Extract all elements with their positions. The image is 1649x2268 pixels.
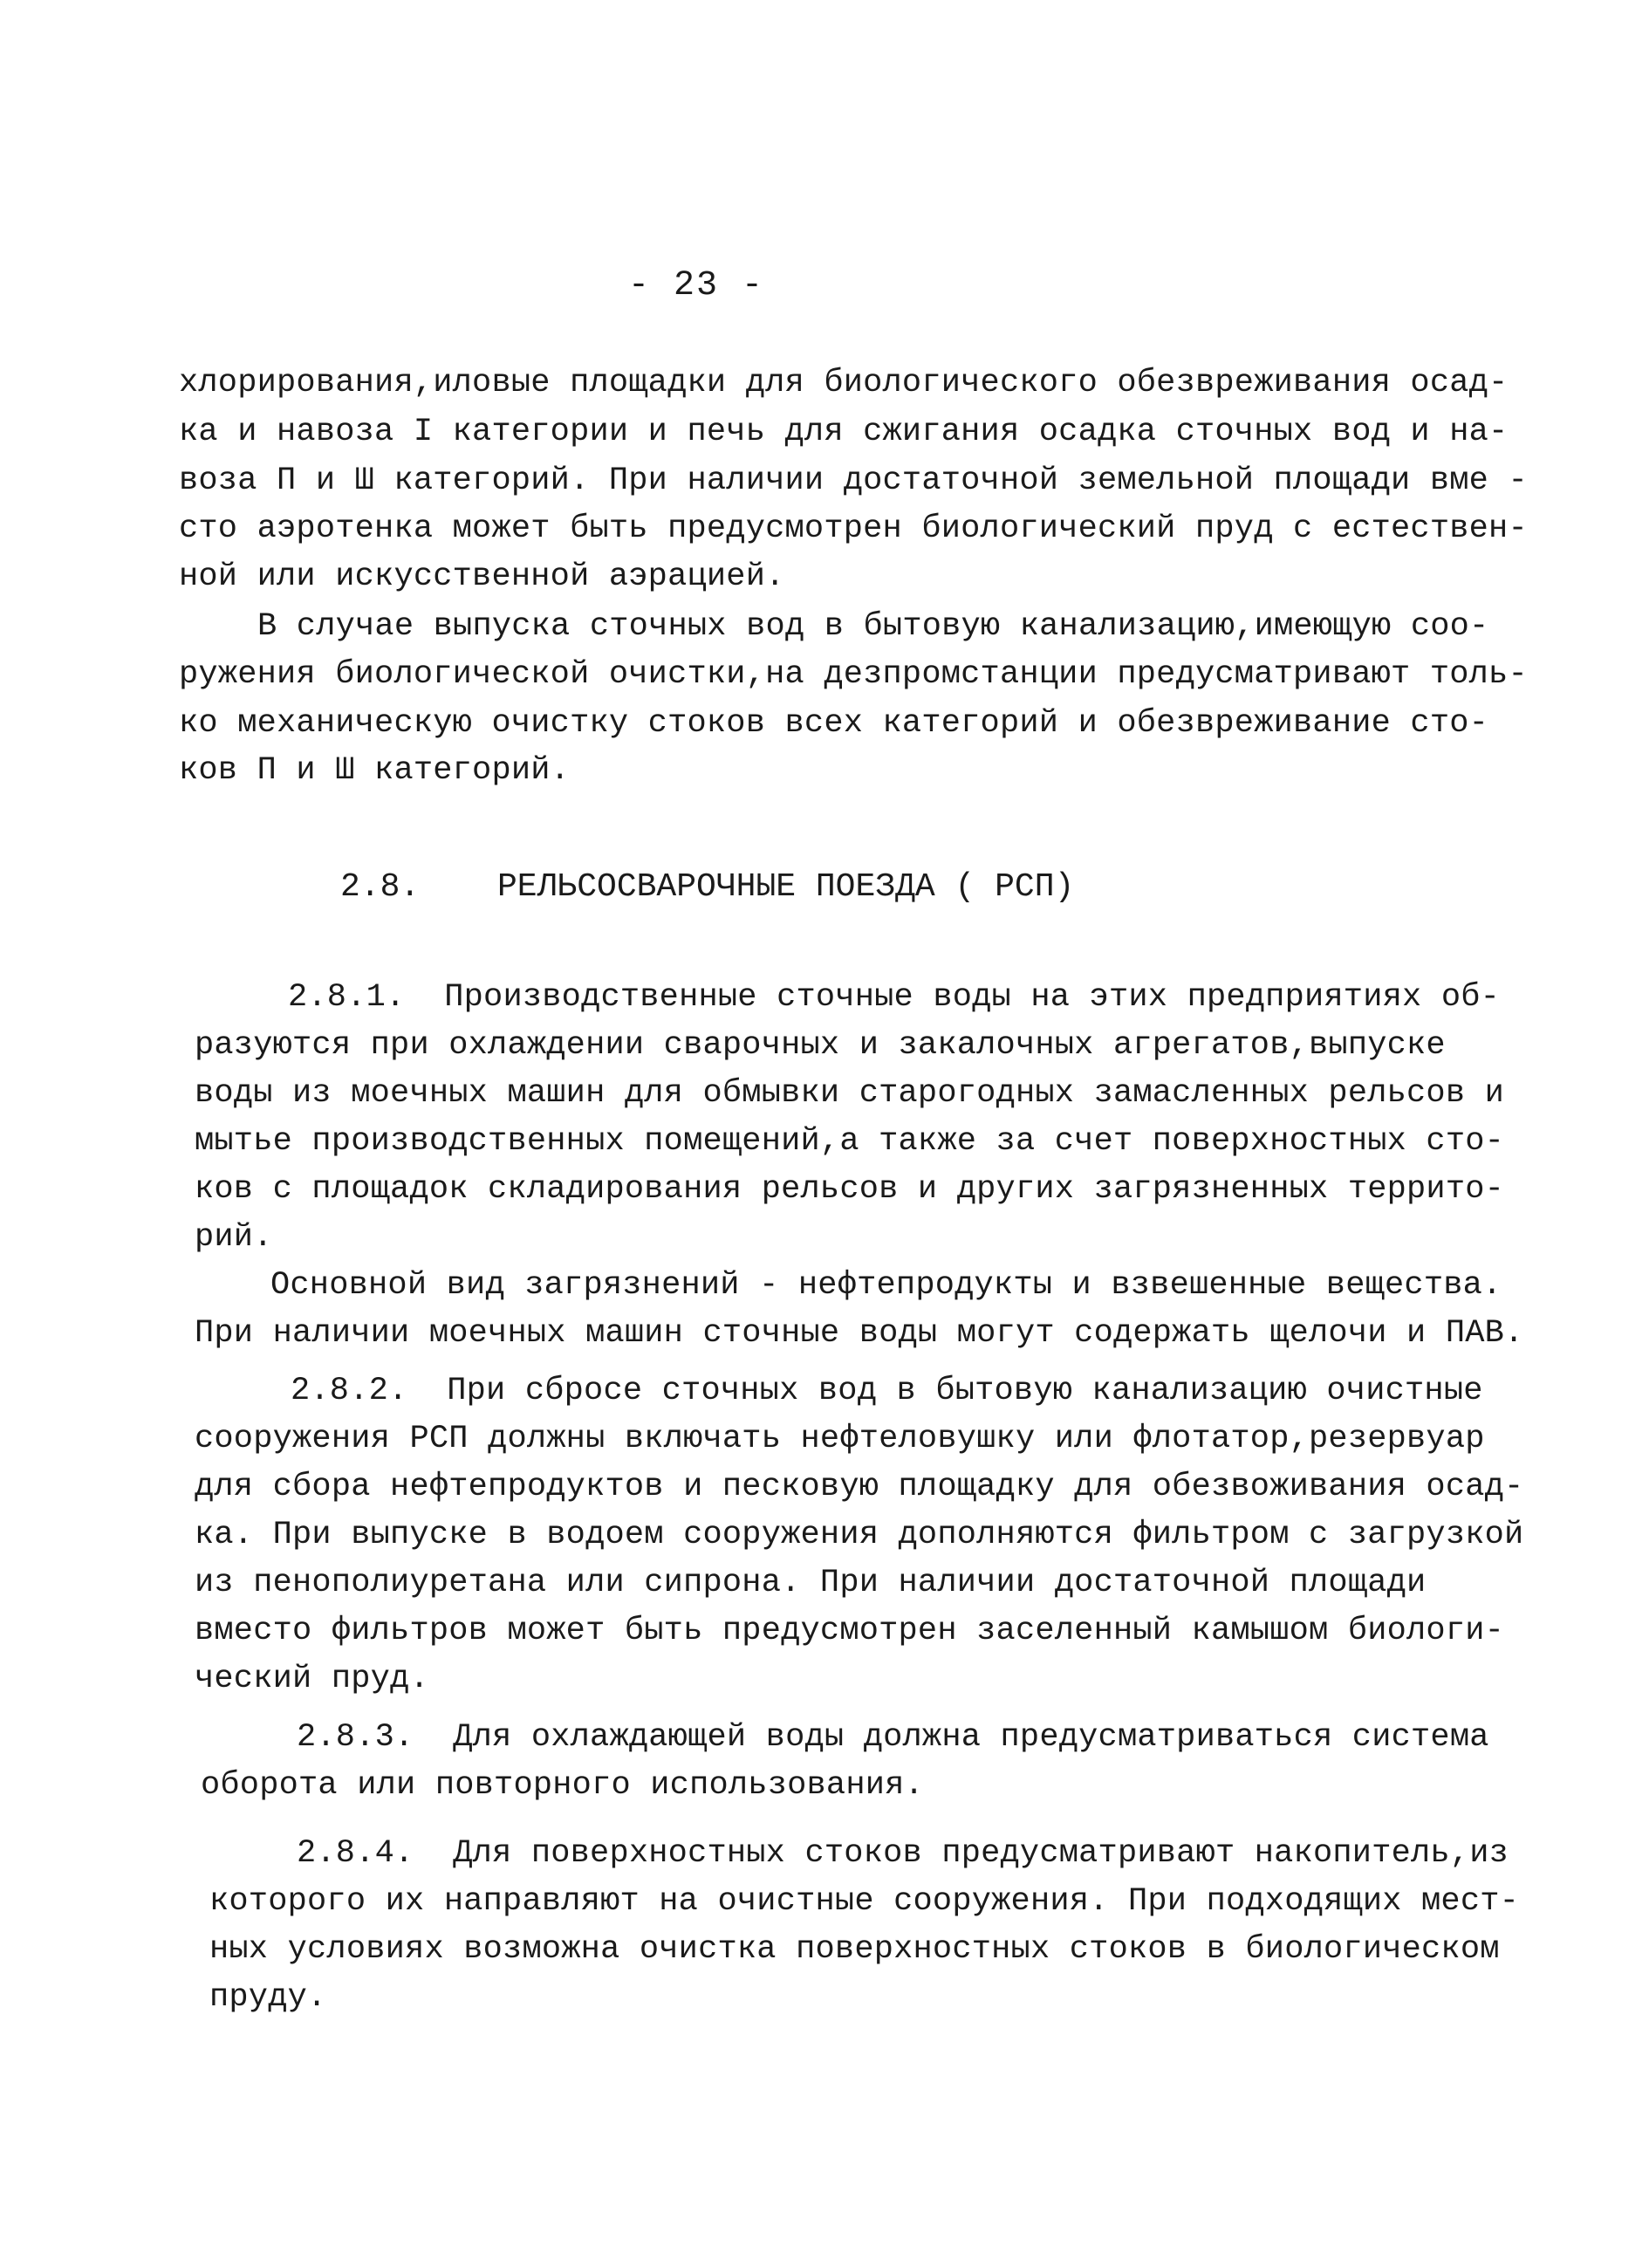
text-line: ческий пруд. — [195, 1661, 429, 1697]
text-line: сто аэротенка может быть предусмотрен биологический пруд с естествен- — [179, 510, 1528, 547]
text-line: воды из моечных машин для обмывки старогодных замасленных рельсов и — [195, 1075, 1505, 1112]
text-line: пруду. — [209, 1979, 327, 2016]
text-line: ружения биологической очистки,на дезпромстанции предусматривают толь- — [179, 656, 1528, 693]
text-line: 2.8.3. Для охлаждающей воды должна предусматриваться система — [297, 1719, 1489, 1756]
text-line: хлорирования,иловые площадки для биологического обезвреживания осад- — [179, 365, 1509, 401]
text-line: сооружения РСП должны включать нефтеловушку или флотатор,резервуар — [195, 1421, 1485, 1457]
text-line: ко механическую очистку стоков всех категорий и обезвреживание сто- — [179, 705, 1489, 742]
text-line: При наличии моечных машин сточные воды могут содержать щелочи и ПАВ. — [195, 1315, 1524, 1352]
text-line: 2.8.1. Производственные сточные воды на этих предприятиях об- — [288, 979, 1501, 1016]
text-line: ной или искусственной аэрацией. — [179, 558, 785, 595]
text-line: Основной вид загрязнений - нефтепродукты и взвешенные вещества. — [270, 1267, 1502, 1304]
text-line: мытье производственных помещений,а также за счет поверхностных сто- — [195, 1123, 1505, 1160]
text-line: которого их направляют на очистные сооружения. При подходящих мест- — [209, 1883, 1520, 1920]
text-line: вместо фильтров может быть предусмотрен заселенный камышом биологи- — [195, 1613, 1505, 1649]
text-line: В случае выпуска сточных вод в бытовую канализацию,имеющую соо- — [257, 608, 1489, 645]
page-number: - 23 - — [628, 266, 765, 305]
text-line: ка. При выпуске в водоем сооружения дополняются фильтром с загрузкой — [195, 1517, 1524, 1553]
text-line: для сбора нефтепродуктов и песковую площадку для обезвоживания осад- — [195, 1469, 1524, 1505]
section-title: РЕЛЬСОСВАРОЧНЫЕ ПОЕЗДА ( РСП) — [497, 868, 1075, 906]
text-line: разуются при охлаждении сварочных и закалочных агрегатов,выпуске — [195, 1027, 1446, 1064]
text-line: ков П и Ш категорий. — [179, 752, 571, 789]
text-line: из пенополиуретана или сипрона. При наличии достаточной площади — [195, 1565, 1427, 1601]
text-line: ка и навоза I категории и печь для сжигания осадка сточных вод и на- — [179, 414, 1509, 450]
text-line: 2.8.4. Для поверхностных стоков предусматривают накопитель,из — [297, 1835, 1509, 1872]
text-line: ков с площадок складирования рельсов и других загрязненных террито- — [195, 1171, 1505, 1208]
text-line: ных условиях возможна очистка поверхностных стоков в биологическом — [209, 1931, 1500, 1968]
section-number: 2.8. — [340, 868, 421, 906]
text-line: 2.8.2. При сбросе сточных вод в бытовую канализацию очистные — [291, 1373, 1483, 1409]
text-line: воза П и Ш категорий. При наличии достаточной земельной площади вме - — [179, 463, 1528, 499]
text-line: оборота или повторного использования. — [201, 1767, 924, 1804]
text-line: рий. — [195, 1219, 273, 1256]
